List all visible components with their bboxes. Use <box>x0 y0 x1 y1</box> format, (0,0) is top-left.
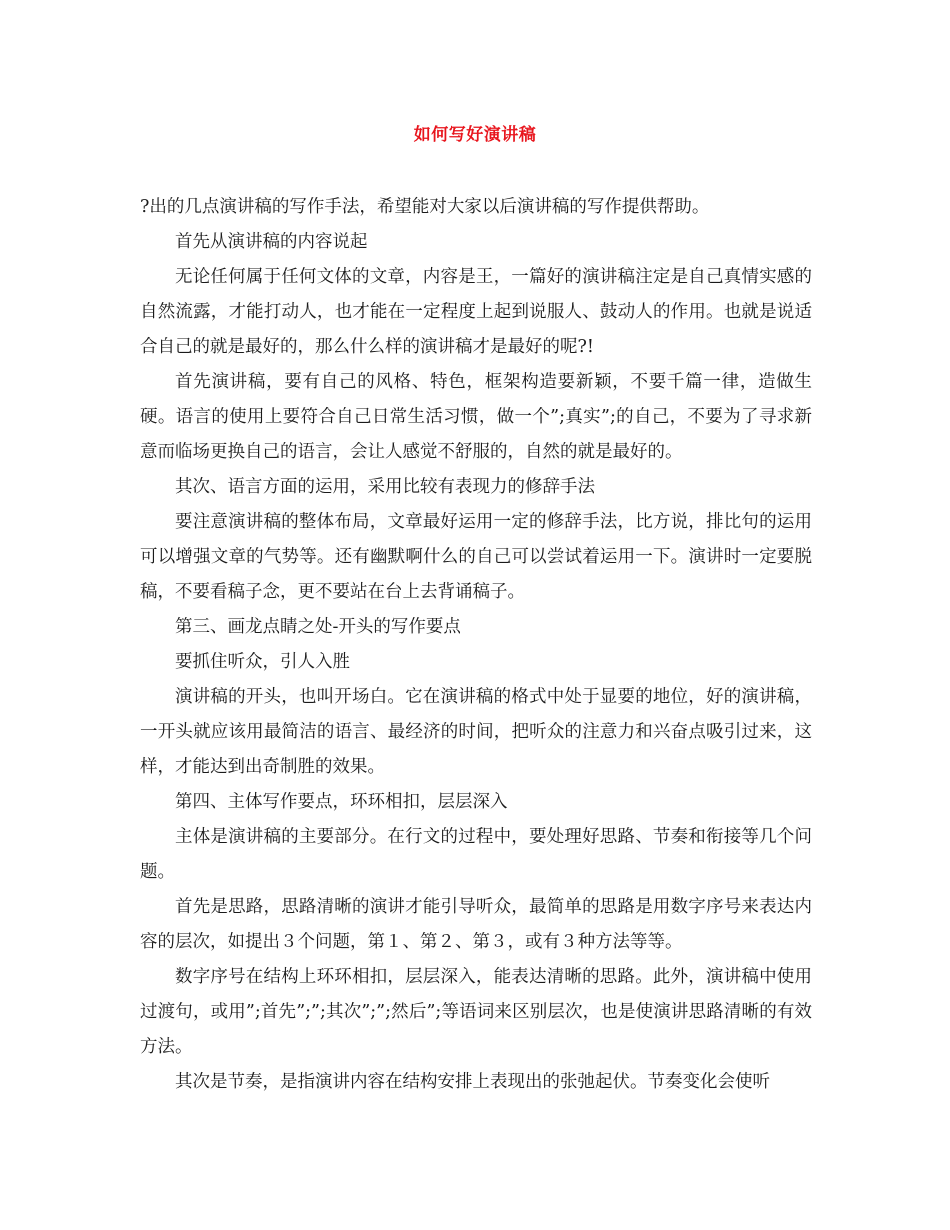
paragraph: 主体是演讲稿的主要部分。在行文的过程中，要处理好思路、节奏和衔接等几个问题。 <box>140 827 812 882</box>
paragraph: 首先演讲稿，要有自己的风格、特色，框架构造要新颖，不要千篇一律，造做生硬。语言的使用上要符合自己日常生活习惯，做一个”;真实”;的自己，不要为了寻求新意而临场更换自己的语言，会让人感觉不舒服的，自然的就是最好的。 <box>140 372 812 462</box>
paragraph: 演讲稿的开头，也叫开场白。它在演讲稿的格式中处于显要的地位，好的演讲稿，一开头就应该用最简洁的语言、最经济的时间，把听众的注意力和兴奋点吸引过来，这样，才能达到出奇制胜的效果。 <box>140 687 812 777</box>
document-title: 如何写好演讲稿 <box>413 125 537 145</box>
document-body <box>140 190 812 1100</box>
paragraph: ?出的几点演讲稿的写作手法，希望能对大家以后演讲稿的写作提供帮助。 <box>140 197 710 217</box>
paragraph: 首先是思路，思路清晰的演讲才能引导听众，最简单的思路是用数字序号来表达内容的层次，如提出３个问题，第１、第２、第３，或有３种方法等等。 <box>140 897 812 952</box>
section-heading: 其次、语言方面的运用，采用比较有表现力的修辞手法 <box>175 477 595 497</box>
paragraph: 要注意演讲稿的整体布局，文章最好运用一定的修辞手法，比方说，排比句的运用可以增强文章的气势等。还有幽默啊什么的自己可以尝试着运用一下。演讲时一定要脱稿，不要看稿子念，更不要站在台上去背诵稿子。 <box>140 512 812 602</box>
section-heading: 第三、画龙点睛之处-开头的写作要点 <box>175 617 461 637</box>
paragraph: 其次是节奏，是指演讲内容在结构安排上表现出的张弛起伏。节奏变化会使听 <box>175 1072 770 1092</box>
paragraph: 数字序号在结构上环环相扣，层层深入，能表达清晰的思路。此外，演讲稿中使用过渡句，或用”;首先”;”;其次”;”;然后”;等语词来区别层次，也是使演讲思路清晰的有效方法。 <box>140 967 812 1057</box>
section-heading: 首先从演讲稿的内容说起 <box>175 232 368 252</box>
section-heading: 第四、主体写作要点，环环相扣，层层深入 <box>175 792 508 812</box>
subheading: 要抓住听众，引人入胜 <box>175 652 350 672</box>
paragraph: 无论任何属于任何文体的文章，内容是王，一篇好的演讲稿注定是自己真情实感的自然流露，才能打动人，也才能在一定程度上起到说服人、鼓动人的作用。也就是说适合自己的就是最好的，那么什么样的演讲稿才是最好的呢?! <box>140 267 812 357</box>
